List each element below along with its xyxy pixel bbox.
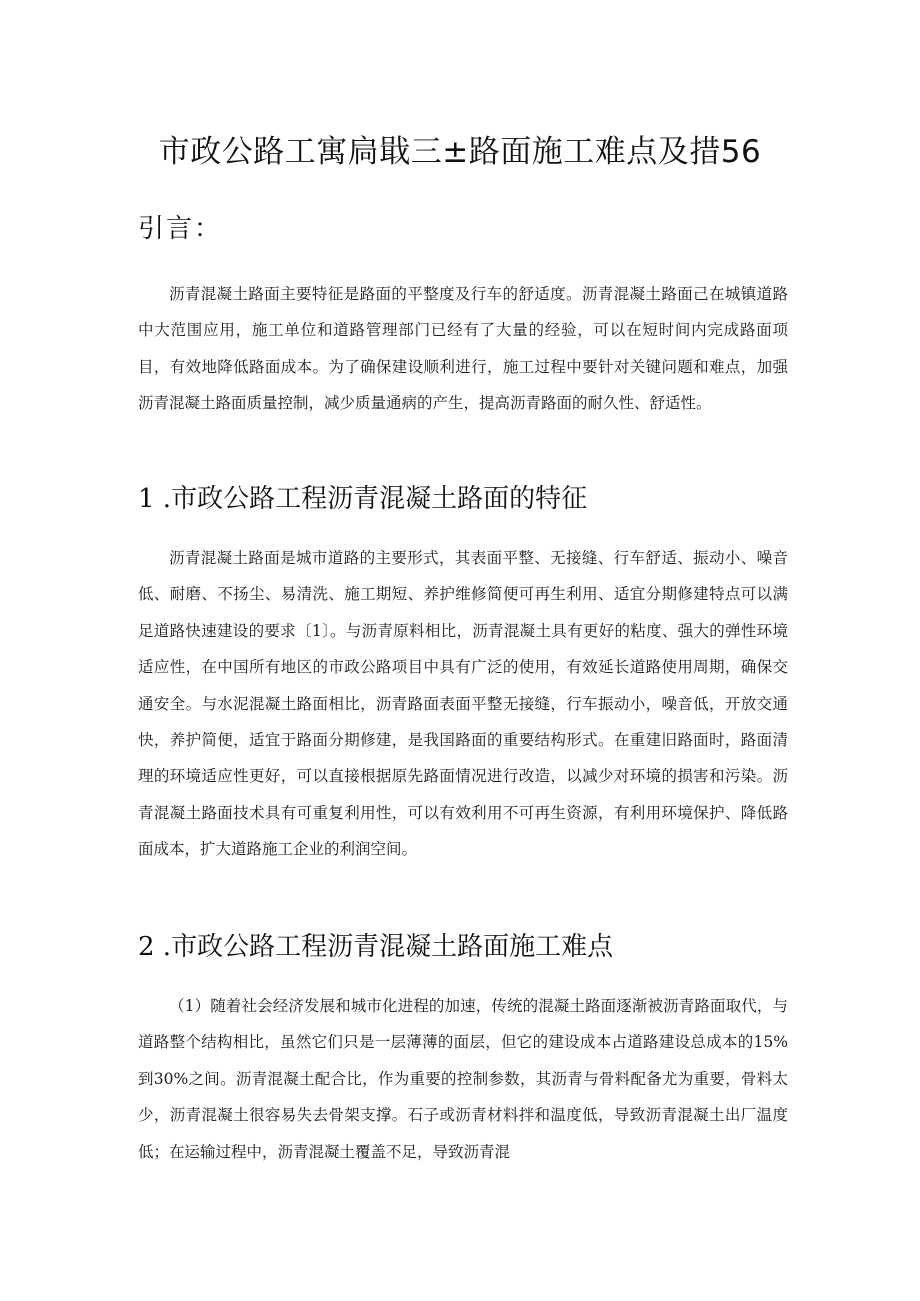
document-title: 市政公路工寓扃戢三±路面施工难点及措56 bbox=[158, 134, 762, 170]
section-heading-intro: 引言： bbox=[138, 214, 223, 244]
section-heading-1: 1 .市政公路工程沥青混凝土路面的特征 bbox=[138, 484, 588, 514]
section-paragraph-1: 沥青混凝土路面是城市道路的主要形式，其表面平整、无接缝、行车舒适、振动小、噪音低、耐磨、不扬尘、易清洗、施工期短、养护维修简便可再生利用、适宜分期修建特点可以满足道路快速建设的要求〔1〕。与沥青原料相比，沥青混凝土具有更好的粘度、强大的弹性环境适应性，在中国所有地区的市政公路项目中具有广泛的使用，有效延长道路使用周期，确保交通安全。与水泥混凝土路面相比，沥青路面表面平整无接缝，行车振动小，噪音低，开放交通快，养护简便，适宜于路面分期修建，是我国路面的重要结构形式。在重建旧路面时，路面清理的环境适应性更好，可以直接根据原先路面情况进行改造，以减少对环境的损害和污染。沥青混凝土路面技术具有可重复利用性，可以有效利用不可再生资源，有利用环境保护、降低路面成本，扩大道路施工企业的利润空间。 bbox=[138, 549, 788, 859]
section-heading-2: 2 .市政公路工程沥青混凝土路面施工难点 bbox=[138, 932, 614, 962]
section-paragraph-2: （1）随着社会经济发展和城市化进程的加速，传统的混凝土路面逐渐被沥青路面取代，与道路整个结构相比，虽然它们只是一层薄薄的面层，但它的建设成本占道路建设总成本的15%到30%之间。沥青混凝土配合比，作为重要的控制参数，其沥青与骨料配备尤为重要，骨料太少，沥青混凝土很容易失去骨架支撑。石子或沥青材料拌和温度低，导致沥青混凝土出厂温度低；在运输过程中，沥青混凝土覆盖不足，导致沥青混 bbox=[138, 997, 788, 1161]
section-paragraph-intro: 沥青混凝土路面主要特征是路面的平整度及行车的舒适度。沥青混凝土路面己在城镇道路中大范围应用，施工单位和道路管理部门已经有了大量的经验，可以在短时间内完成路面项目，有效地降低路面成本。为了确保建设顺利进行，施工过程中要针对关键问题和难点，加强沥青混凝土路面质量控制，减少质量通病的产生，提高沥青路面的耐久性、舒适性。 bbox=[138, 285, 788, 413]
